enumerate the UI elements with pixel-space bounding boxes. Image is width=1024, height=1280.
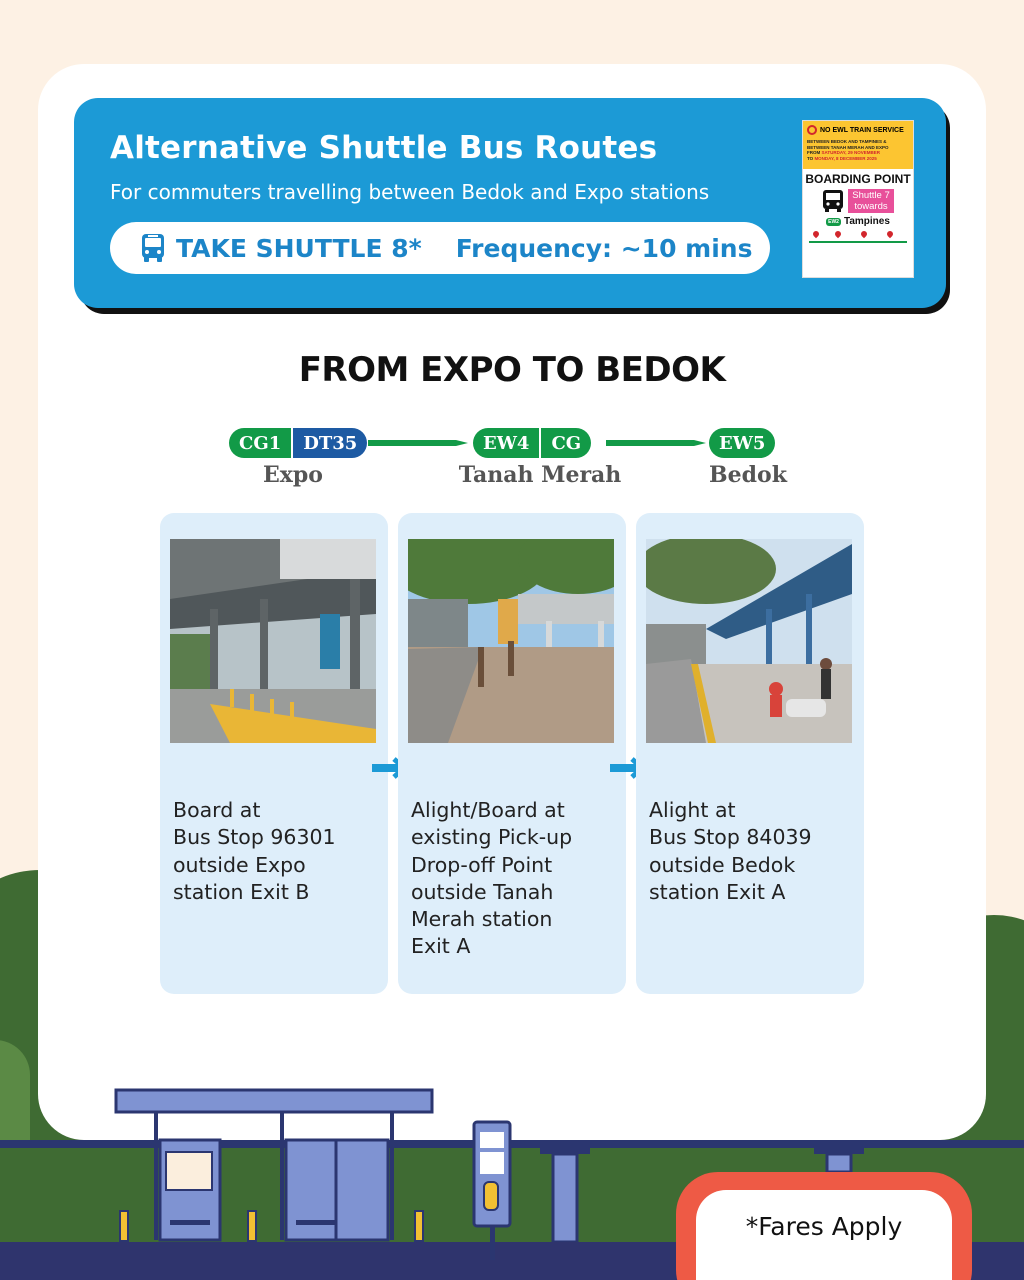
sign-shuttle-tag: Shuttle 7 towards	[848, 189, 894, 213]
shuttle-pill	[110, 222, 770, 274]
connector-2	[606, 438, 706, 448]
sign-bus-icon	[822, 189, 844, 213]
step-description: Board at Bus Stop 96301 outside Expo station Exit B	[173, 798, 336, 904]
connector-1	[368, 438, 468, 448]
step-description: Alight at Bus Stop 84039 outside Bedok station Exit A	[649, 798, 812, 904]
step-description: Alight/Board at existing Pick-up Drop-off Point outside Tanah Merah station Exit A	[411, 798, 573, 959]
boarding-sign-image: NO EWL TRAIN SERVICE BETWEEN BEDOK AND TAMPINES & BETWEEN TANAH MERAH AND EXPO FROM SATURDAY, 29 NOVEMBER TO MONDAY, 8 DECEMBER 2025 BOARDING POINT Shuttle 7 towards EW2 Tampines	[802, 120, 914, 278]
section-title: FROM EXPO TO BEDOK	[298, 350, 726, 390]
bus-icon	[140, 233, 166, 263]
page-title: Alternative Shuttle Bus Routes	[110, 130, 658, 166]
bus-shelter-illustration	[110, 1086, 440, 1256]
frequency-label: Frequency: ~10 mins	[455, 233, 753, 263]
pillar-illustration	[814, 1142, 864, 1172]
station-name-bedok: Bedok	[709, 462, 787, 488]
station-name-tanah-merah: Tanah Merah	[458, 462, 622, 488]
no-train-icon	[807, 125, 817, 135]
sign-boarding-point: BOARDING POINT	[805, 172, 911, 186]
tanah-merah-pickup-photo	[408, 539, 614, 743]
station-badge-bedok: EW5	[709, 428, 775, 458]
station-badge-expo: CG1 DT35	[229, 428, 367, 458]
page-subtitle: For commuters travelling between Bedok and Expo stations	[110, 180, 710, 204]
shuttle-label: TAKE SHUTTLE 8*	[176, 233, 422, 263]
expo-bus-stop-photo	[170, 539, 376, 743]
station-badge-tanah-merah: EW4 CG	[473, 428, 591, 458]
bedok-bus-stop-photo	[646, 539, 852, 743]
step-card-tanah-merah	[398, 513, 626, 994]
ticket-machine-illustration	[472, 1120, 512, 1260]
pillar-illustration	[540, 1142, 590, 1242]
step-card-expo	[160, 513, 388, 994]
fares-note: *Fares Apply	[745, 1212, 903, 1241]
sign-route-map	[809, 231, 907, 249]
station-name-expo: Expo	[263, 462, 323, 488]
step-card-bedok	[636, 513, 864, 994]
